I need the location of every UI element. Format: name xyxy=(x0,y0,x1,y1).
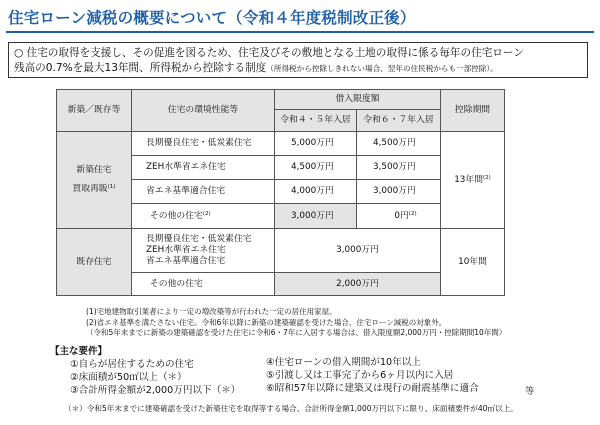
requirement-3: ③合計所得金額が2,000万円以下（＊） xyxy=(70,385,241,396)
existing-env-3: 省エネ基準適合住宅 xyxy=(146,256,226,266)
header-env: 住宅の環境性能等 xyxy=(132,90,275,132)
category-new-line1: 新築住宅 xyxy=(76,165,112,175)
header-category: 新築／既存等 xyxy=(57,90,132,132)
category-new xyxy=(57,132,132,229)
existing-period: 10年間 xyxy=(441,229,505,296)
requirement-5: ⑤引渡し又は工事完了から6ヶ月以内に入居 xyxy=(266,370,454,381)
requirement-1: ①自らが居住するための住宅 xyxy=(70,359,194,370)
note-2: (2)省エネ基準を満たさない住宅。令和6年以降に新築の建築確認を受けた場合、住宅ローン減税の対象外。 xyxy=(86,317,447,327)
new-period-sup: (2) xyxy=(483,174,491,181)
existing-other-env: その他の住宅 xyxy=(132,273,275,296)
new-row-2-r45: 4,500万円 xyxy=(275,156,357,180)
category-new-sup: (1) xyxy=(107,184,116,190)
new-row-4-r67: 0円 xyxy=(394,210,409,221)
existing-env-2: ZEH水準省エネ住宅 xyxy=(146,245,226,255)
header-r45: 令和４・５年入居 xyxy=(275,110,357,132)
new-row-4-env-sup: (2) xyxy=(202,210,211,217)
requirement-2: ②床面積が50㎡以上（＊） xyxy=(70,372,187,383)
header-limit: 借入限度額 xyxy=(275,90,441,110)
new-row-1-r67: 4,500万円 xyxy=(357,132,441,156)
new-row-4-env: その他の住宅 xyxy=(150,210,203,221)
deduction-table xyxy=(56,89,505,296)
header-period: 控除期間 xyxy=(441,90,505,132)
requirements-heading: 【主な要件】 xyxy=(50,346,108,357)
intro-line-1: ○ 住宅の取得を支援し、その促進を図るため、住宅及びその敷地となる土地の取得に係る毎年の住宅ローン xyxy=(14,47,524,59)
new-row-1-r45: 5,000万円 xyxy=(275,132,357,156)
requirement-6: ⑥昭和57年以降に建築又は現行の耐震基準に適合 xyxy=(266,383,479,394)
note-3: （令和5年末までに新築の建築確認を受けた住宅に令和6・7年に入居する場合は、借入限度額2,000万円・控除期間10年間） xyxy=(86,328,507,337)
intro-box xyxy=(8,42,588,78)
existing-env-1: 長期優良住宅・低炭素住宅 xyxy=(146,234,252,244)
page-title: 住宅ローン減税の概要について（令和４年度税制改正後） xyxy=(8,9,416,27)
new-row-3-r45: 4,000万円 xyxy=(275,180,357,204)
category-existing: 既存住宅 xyxy=(57,229,132,296)
new-row-3-env: 省エネ基準適合住宅 xyxy=(132,180,275,204)
new-row-1-env: 長期優良住宅・低炭素住宅 xyxy=(132,132,275,156)
new-row-2-r67: 3,500万円 xyxy=(357,156,441,180)
footnote: （＊）令和5年末までに建築確認を受けた新築住宅を取得等する場合、合計所得金額1,000万円以下に限り、床面積要件が40㎡以上。 xyxy=(64,404,518,413)
intro-line-2-note: （所得税から控除しきれない場合、翌年の住民税からも一部控除）。 xyxy=(266,64,498,73)
new-row-4-r67-sup: (2) xyxy=(408,210,417,217)
new-row-4-env-cell xyxy=(132,204,275,229)
category-new-line2-wrap xyxy=(57,184,131,195)
title-underline xyxy=(6,31,594,33)
intro-line-2-main: 残高の0.7%を最大13年間、所得税から控除する制度 xyxy=(14,62,267,74)
existing-group-value: 3,000万円 xyxy=(275,229,441,273)
requirement-4: ④住宅ローンの借入期間が10年以上 xyxy=(266,357,421,368)
new-period: 13年間 xyxy=(454,174,483,185)
category-new-line2: 買取再販 xyxy=(72,184,108,194)
header-r67: 令和６・７年入居 xyxy=(357,110,441,132)
new-row-3-r67: 3,000万円 xyxy=(357,180,441,204)
intro-line-2 xyxy=(14,60,498,75)
new-row-4-r45: 3,000万円 xyxy=(275,204,357,229)
note-1: (1)宅地建物取引業者により一定の増改築等が行われた一定の居住用家屋。 xyxy=(86,307,337,316)
existing-other-value: 2,000万円 xyxy=(275,273,441,296)
new-row-4-r67-cell xyxy=(357,204,441,229)
new-row-2-env: ZEH水準省エネ住宅 xyxy=(132,156,275,180)
requirements-etc: 等 xyxy=(525,386,535,397)
notes xyxy=(86,307,506,339)
new-period-cell xyxy=(441,132,505,229)
existing-env-group xyxy=(132,229,275,273)
